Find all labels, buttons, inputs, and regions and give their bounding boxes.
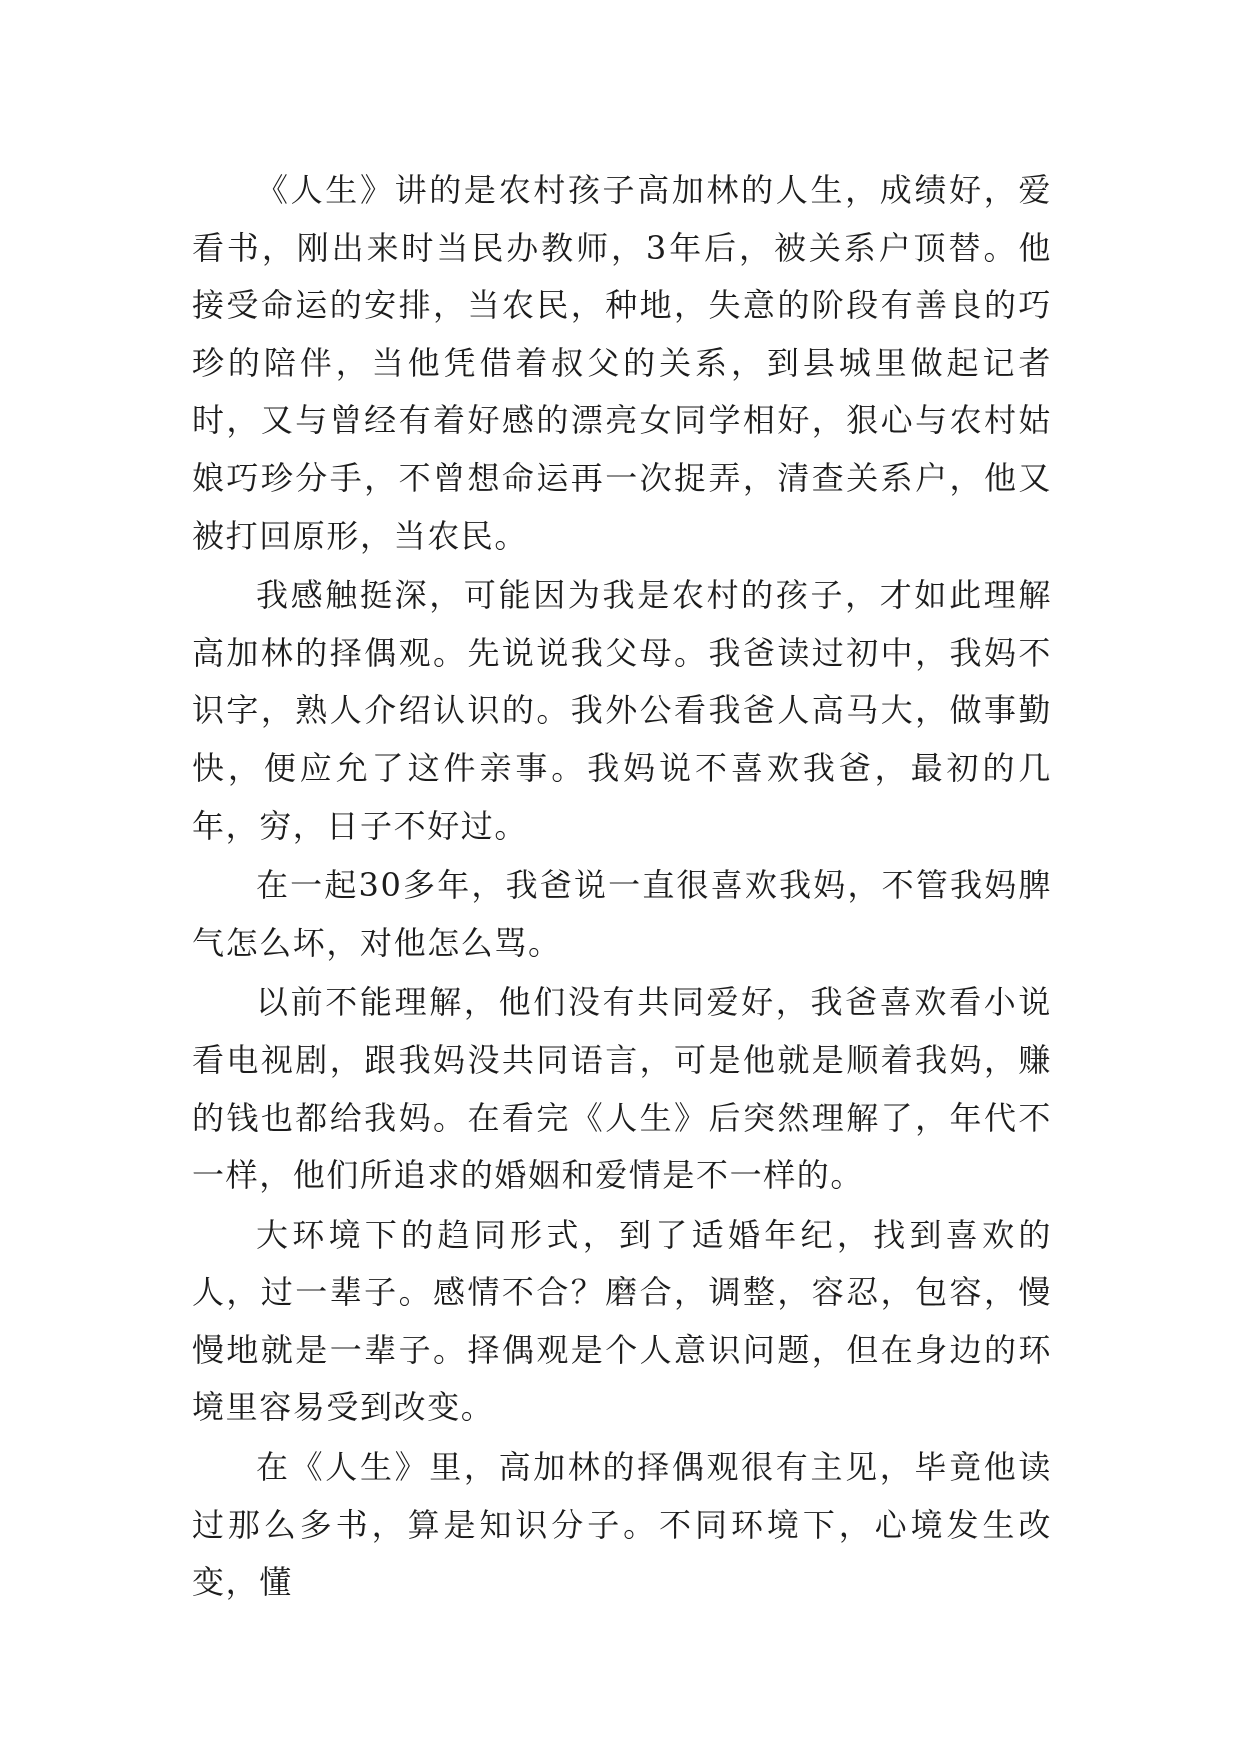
paragraph-4: 以前不能理解，他们没有共同爱好，我爸喜欢看小说看电视剧，跟我妈没共同语言，可是他就是顺着我妈，赚的钱也都给我妈。在看完《人生》后突然理解了，年代不一样，他们所追求的婚姻和爱情是不一样的。 bbox=[192, 983, 1052, 1195]
document-body bbox=[192, 162, 1052, 1614]
paragraph-6: 在《人生》里，高加林的择偶观很有主见，毕竟他读过那么多书，算是知识分子。不同环境下，心境发生改变，懂 bbox=[192, 1448, 1052, 1602]
paragraph-3: 在一起30多年，我爸说一直很喜欢我妈，不管我妈脾气怎么坏，对他怎么骂。 bbox=[192, 866, 1052, 962]
paragraph-5: 大环境下的趋同形式，到了适婚年纪，找到喜欢的人，过一辈子。感情不合？磨合，调整，容忍，包容，慢慢地就是一辈子。择偶观是个人意识问题，但在身边的环境里容易受到改变。 bbox=[192, 1215, 1052, 1427]
paragraph-2: 我感触挺深，可能因为我是农村的孩子，才如此理解高加林的择偶观。先说说我父母。我爸读过初中，我妈不识字，熟人介绍认识的。我外公看我爸人高马大，做事勤快，便应允了这件亲事。我妈说不喜欢我爸，最初的几年，穷，日子不好过。 bbox=[192, 576, 1052, 845]
paragraph-1: 《人生》讲的是农村孩子高加林的人生，成绩好，爱看书，刚出来时当民办教师，3年后，被关系户顶替。他接受命运的安排，当农民，种地，失意的阶段有善良的巧珍的陪伴，当他凭借着叔父的关系，到县城里做起记者时，又与曾经有着好感的漂亮女同学相好，狠心与农村姑娘巧珍分手，不曾想命运再一次捉弄，清查关系户，他又被打回原形，当农民。 bbox=[192, 171, 1052, 555]
